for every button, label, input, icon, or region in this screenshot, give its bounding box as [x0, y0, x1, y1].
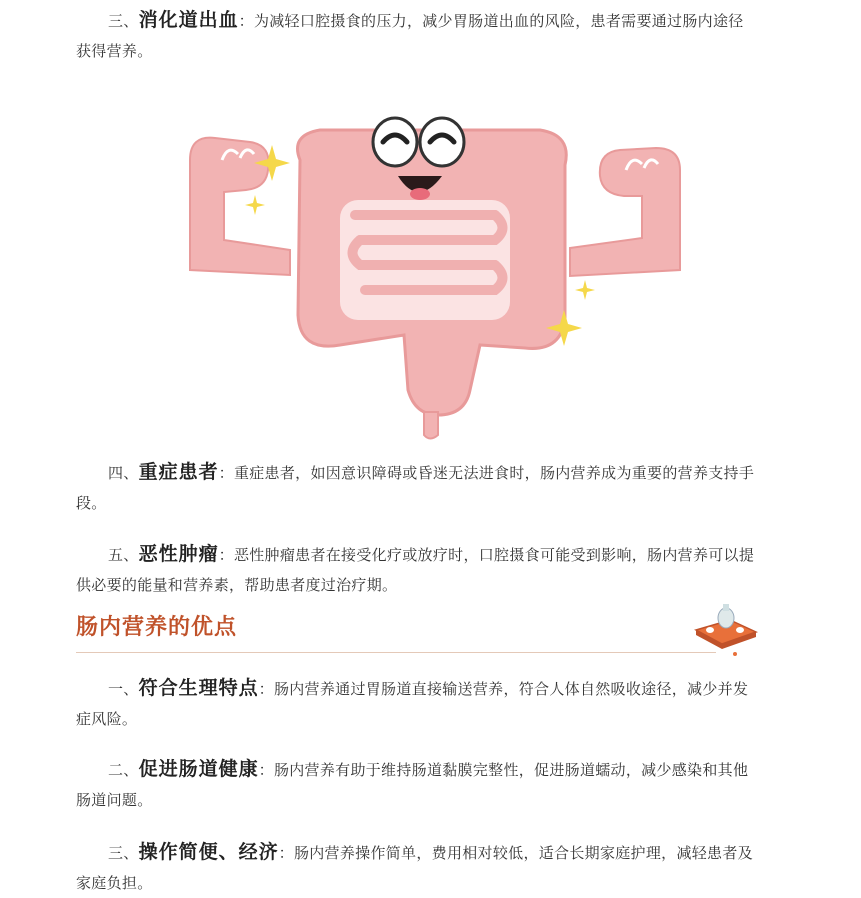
section-divider: [76, 652, 716, 653]
item-heading: 消化道出血: [138, 9, 239, 31]
item-heading: 操作简便、经济: [138, 841, 279, 863]
item-text: 肠内营养操作简单，费用相对较低，适合长期家庭护理，减轻患者及家庭负担。: [76, 844, 753, 892]
item-heading: 符合生理特点: [138, 677, 259, 699]
item-separator: ：: [218, 464, 234, 482]
item-number: 四、: [108, 464, 139, 482]
item-heading: 恶性肿瘤: [138, 543, 219, 565]
item-separator: ：: [278, 844, 294, 862]
item-number: 五、: [108, 546, 139, 564]
item-number: 一、: [108, 680, 139, 698]
item-separator: ：: [218, 546, 234, 564]
item-number: 三、: [108, 12, 139, 30]
item-number: 二、: [108, 761, 139, 779]
intestine-illustration: [180, 90, 700, 445]
section-title: 肠内营养的优点: [76, 615, 238, 640]
item-text: 为减轻口腔摄食的压力，减少胃肠道出血的风险，患者需要通过肠内途径获得营养。: [76, 12, 744, 60]
item-text: 恶性肿瘤患者在接受化疗或放疗时，口腔摄食可能受到影响，肠内营养可以提供必要的能量和营养素，帮助患者度过治疗期。: [76, 546, 755, 594]
paragraph-critical-patients: [76, 457, 756, 518]
item-number: 三、: [108, 844, 139, 862]
item-separator: ：: [258, 761, 274, 779]
item-text: 肠内营养通过胃肠道直接输送营养，符合人体自然吸收途径，减少并发症风险。: [76, 680, 749, 728]
item-separator: ：: [258, 680, 274, 698]
paragraph-gi-bleeding: [76, 5, 756, 66]
paragraph-advantage-gut-health: [76, 754, 756, 815]
right-arm-icon: [570, 148, 680, 276]
paragraph-advantage-economical: [76, 837, 756, 898]
item-separator: ：: [238, 12, 254, 30]
tea-tray-icon: [690, 600, 760, 660]
paragraph-malignant-tumor: [76, 539, 756, 600]
item-heading: 重症患者: [138, 461, 219, 483]
item-text: 重症患者，如因意识障碍或昏迷无法进食时，肠内营养成为重要的营养支持手段。: [76, 464, 755, 512]
item-text: 肠内营养有助于维持肠道黏膜完整性，促进肠道蠕动，减少感染和其他肠道问题。: [76, 761, 749, 809]
paragraph-advantage-physiology: [76, 673, 756, 734]
item-heading: 促进肠道健康: [138, 758, 259, 780]
